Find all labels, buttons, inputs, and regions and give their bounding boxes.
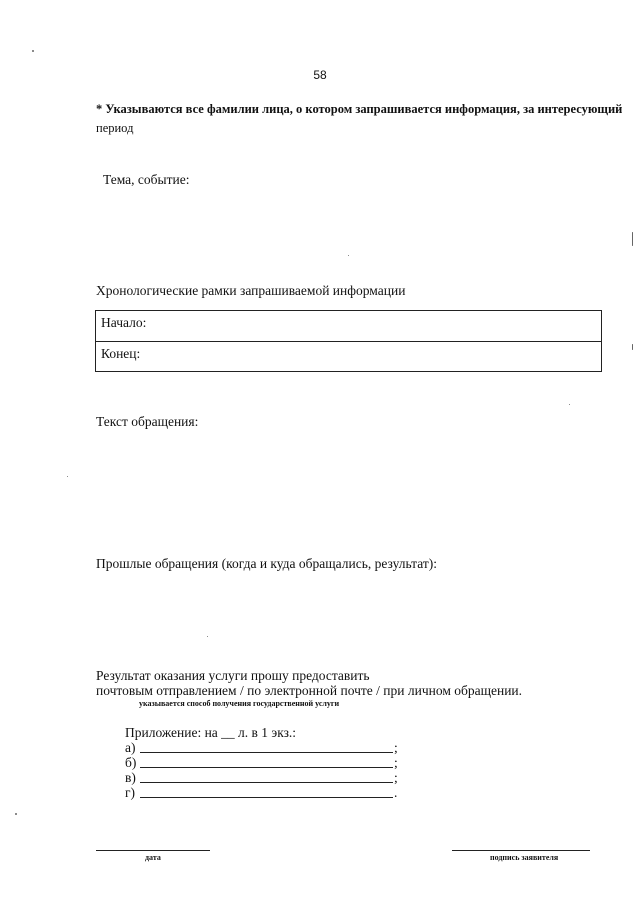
result-line-2: почтовым отправлением / по электронной почте / при личном обращении. [96,683,523,698]
chrono-end-label: Конец: [101,346,141,361]
attachment-label-b: б) [125,755,137,770]
chrono-title: Хронологические рамки запрашиваемой информации [96,283,406,298]
chrono-start-label: Начало: [101,315,147,330]
chrono-table [95,310,602,372]
attachment-line-b[interactable] [140,767,393,768]
result-line-1: Результат оказания услуги прошу предоставить [96,668,370,683]
page-number: 58 [313,68,327,82]
signature-line[interactable] [452,850,590,851]
attachment-label-d: г) [125,785,136,800]
scan-speck [569,404,570,405]
scan-speck [632,344,633,350]
scan-speck [67,476,68,477]
chrono-end-row[interactable] [96,342,601,372]
attachment-label-a: а) [125,740,136,755]
date-caption: дата [145,853,161,862]
footnote-line-2: период [96,121,134,135]
footnote-line-1: * Указываются все фамилии лица, о котором запрашивается информация, за интересующий [96,102,623,116]
attachment-line-c[interactable] [140,782,393,783]
scan-speck [15,813,17,815]
result-note: указывается способ получения государственной услуги [139,699,340,708]
scan-speck [632,232,633,246]
attachment-end-b: ; [394,755,398,770]
signature-caption: подпись заявителя [490,853,559,862]
topic-label: Тема, событие: [103,172,190,187]
scan-speck [348,255,349,256]
appeal-text-label: Текст обращения: [96,414,199,429]
chrono-start-row[interactable] [96,311,601,342]
attachment-end-c: ; [394,770,398,785]
attachment-line-a[interactable] [140,752,393,753]
past-appeals-label: Прошлые обращения (когда и куда обращались, результат): [96,556,437,571]
scan-speck [32,50,34,52]
attachment-end-a: ; [394,740,398,755]
attachment-end-d: . [394,785,398,800]
date-line[interactable] [96,850,210,851]
scan-speck [207,636,208,637]
attachment-line-d[interactable] [140,797,393,798]
attachment-title: Приложение: на __ л. в 1 экз.: [125,725,297,740]
attachment-label-c: в) [125,770,136,785]
